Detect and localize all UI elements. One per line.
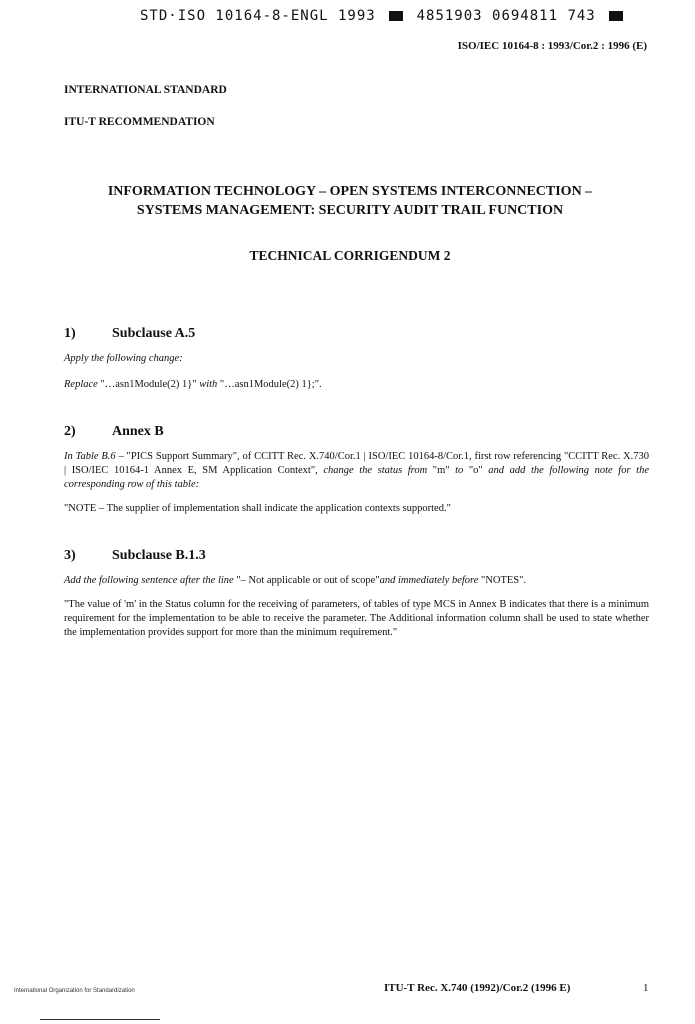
label-international-standard: INTERNATIONAL STANDARD bbox=[64, 84, 227, 96]
section-1-replace: Replace "…asn1Module(2) 1}" with "…asn1Module(2) 1};". bbox=[64, 379, 322, 390]
stamp-block-mark bbox=[609, 11, 623, 21]
footer-recommendation: ITU-T Rec. X.740 (1992)/Cor.2 (1996 E) bbox=[384, 982, 571, 994]
page-title bbox=[40, 182, 660, 220]
title-line-1: INFORMATION TECHNOLOGY – OPEN SYSTEMS INTERCONNECTION – bbox=[107, 184, 593, 199]
section-2-title: Annex B bbox=[112, 424, 164, 439]
section-3-number: 3) bbox=[64, 548, 76, 563]
section-2-paragraph: In Table B.6 – "PICS Support Summary", of CCITT Rec. X.740/Cor.1 | ISO/IEC 10164-8/Cor.1, first row referencing "CCITT Rec. X.730 | ISO/IEC 10164-1 Annex E, SM Application Context", change the status from "m" to "o" and add the following note for the corresponding row of this table: bbox=[64, 451, 649, 490]
section-1-number: 1) bbox=[64, 326, 76, 341]
section-2-number: 2) bbox=[64, 424, 76, 439]
section-1-instruction: Apply the following change: bbox=[64, 353, 183, 364]
footer-organization: International Organization for Standardization bbox=[14, 988, 135, 994]
label-itu-recommendation: ITU-T RECOMMENDATION bbox=[64, 116, 215, 128]
section-3-body: "The value of 'm' in the Status column for the receiving of parameters, of tables of type MCS in Annex B indicates that there is a minimum requirement for the implementation to be able to receive the parameter. The Additional information column shall be used to state whether the implementation provides support for more than the minimum requirement." bbox=[64, 599, 649, 638]
section-2-note: "NOTE – The supplier of implementation shall indicate the application contexts supported." bbox=[64, 503, 451, 514]
section-3-instruction: Add the following sentence after the line "– Not applicable or out of scope"and immediately before "NOTES". bbox=[64, 575, 527, 586]
document-stamp bbox=[140, 8, 627, 24]
section-1-title: Subclause A.5 bbox=[112, 326, 196, 341]
stamp-left-text: STD·ISO 10164-8-ENGL 1993 bbox=[140, 8, 376, 24]
stamp-block-mark bbox=[389, 11, 403, 21]
title-line-2: SYSTEMS MANAGEMENT: SECURITY AUDIT TRAIL FUNCTION bbox=[136, 203, 564, 218]
section-3-title: Subclause B.1.3 bbox=[112, 548, 206, 563]
document-id: ISO/IEC 10164-8 : 1993/Cor.2 : 1996 (E) bbox=[457, 40, 647, 52]
stamp-mid-text: 4851903 0694811 743 bbox=[416, 8, 596, 24]
corrigendum-title: TECHNICAL CORRIGENDUM 2 bbox=[249, 248, 451, 263]
page-number: 1 bbox=[643, 982, 649, 994]
footer-rule bbox=[40, 1019, 160, 1020]
